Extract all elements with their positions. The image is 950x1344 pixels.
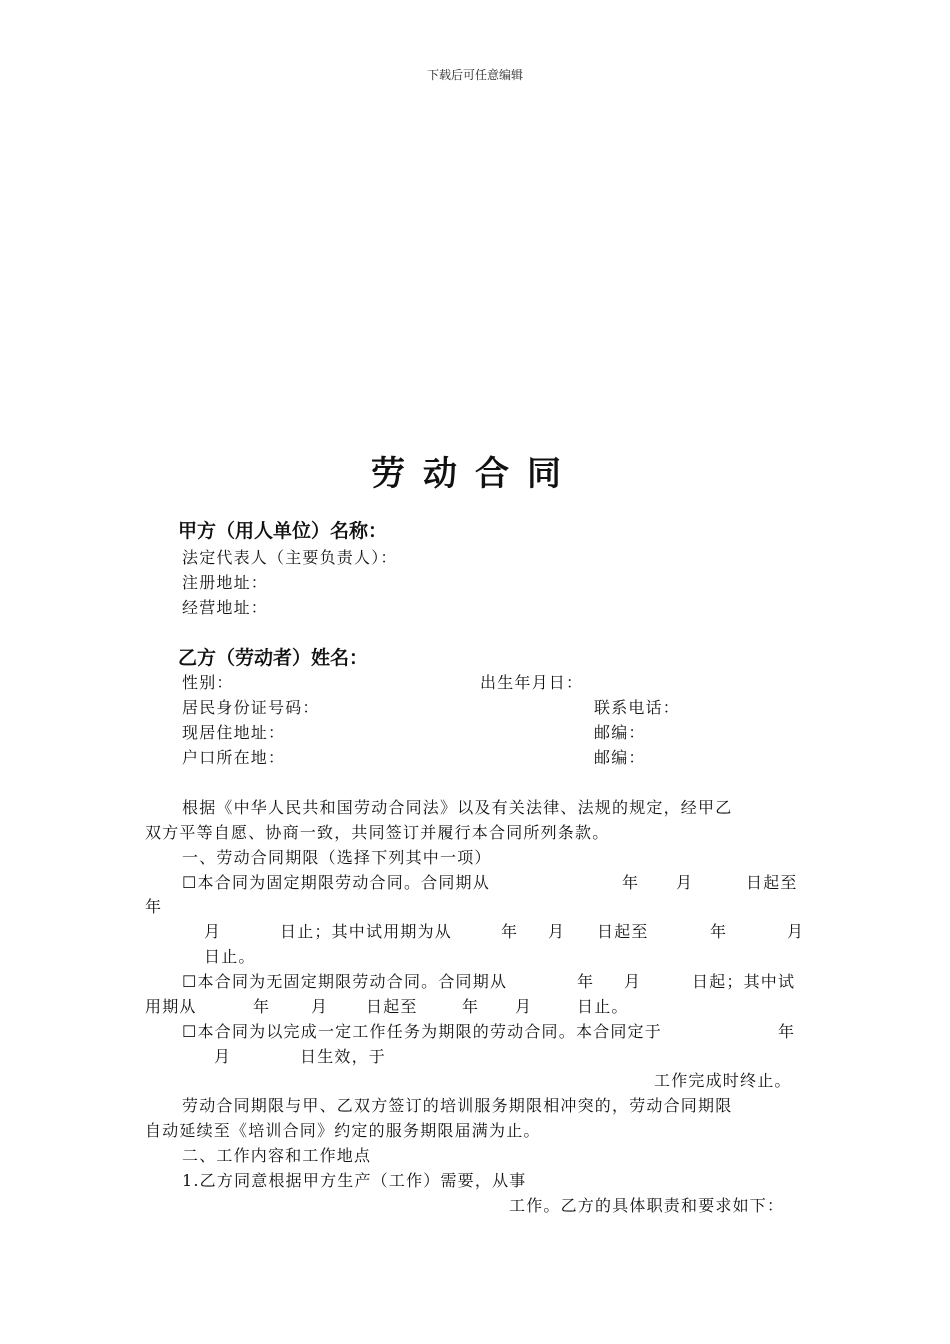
party-a-name-label: 甲方（用人单位）名称： xyxy=(178,520,388,542)
conflict-line-2: 自动延续至《培训合同》约定的服务期限届满为止。 xyxy=(145,1121,541,1140)
party-b-postcode-2: 邮编： xyxy=(594,748,646,767)
party-a-representative: 法定代表人（主要负责人）： xyxy=(182,548,398,567)
option-3-l2-day: 日生效，于 xyxy=(300,1047,387,1066)
page-header: 下载后可任意编辑 xyxy=(426,68,523,82)
party-b-birth-date: 出生年月日： xyxy=(480,673,584,692)
option-1-l2-day: 日止；其中试用期为从 xyxy=(280,922,453,941)
option-2-text: ☐本合同为无固定期限劳动合同。合同期从 xyxy=(182,972,508,991)
party-b-gender: 性别： xyxy=(182,673,234,692)
option-2-l2-text: 用期从 xyxy=(145,997,197,1016)
option-1-month: 月 xyxy=(676,873,694,892)
option-1-l2-month-2: 月 xyxy=(548,922,566,941)
party-b-household: 户口所在地： xyxy=(182,748,286,767)
option-2-l2-end: 日止。 xyxy=(577,997,629,1016)
option-3-text: ☐本合同为以完成一定工作任务为期限的劳动合同。本合同定于 xyxy=(182,1022,662,1041)
conflict-line-1: 劳动合同期限与甲、乙双方签订的培训服务期限相冲突的，劳动合同期限 xyxy=(182,1096,733,1115)
party-b-current-address: 现居住地址： xyxy=(182,723,286,742)
option-1-text: ☐本合同为固定期限劳动合同。合同期从 xyxy=(182,873,490,892)
option-1-l2-year-2: 年 xyxy=(710,922,728,941)
option-3-l3: 工作完成时终止。 xyxy=(654,1071,792,1090)
option-2-l2-year-2: 年 xyxy=(462,997,480,1016)
option-2-month: 月 xyxy=(624,972,642,991)
option-2-l2-month-2: 月 xyxy=(515,997,533,1016)
option-2-day: 日起；其中试 xyxy=(692,972,796,991)
option-1-l2-day-2: 日起至 xyxy=(597,922,649,941)
option-2-l2-month: 月 xyxy=(311,997,329,1016)
party-a-business-address: 经营地址： xyxy=(182,598,269,617)
party-b-phone: 联系电话： xyxy=(594,698,681,717)
option-1-wrap-year: 年 xyxy=(145,897,163,916)
item-1-text: 1.乙方同意根据甲方生产（工作）需要，从事 xyxy=(182,1171,527,1190)
option-3-year: 年 xyxy=(778,1022,796,1041)
intro-line-1: 根据《中华人民共和国劳动合同法》以及有关法律、法规的规定，经甲乙 xyxy=(182,798,733,817)
option-2-l2-day: 日起至 xyxy=(366,997,418,1016)
intro-line-2: 双方平等自愿、协商一致，共同签订并履行本合同所列条款。 xyxy=(145,823,610,842)
party-b-id-number: 居民身份证号码： xyxy=(182,698,320,717)
option-1-l2-month-3: 月 xyxy=(787,922,805,941)
option-1-year: 年 xyxy=(622,873,640,892)
party-b-postcode-1: 邮编： xyxy=(594,723,646,742)
section-1-heading: 一、劳动合同期限（选择下列其中一项） xyxy=(182,848,492,867)
option-1-day: 日起至 xyxy=(746,873,798,892)
option-1-l3: 日止。 xyxy=(204,947,256,966)
page-title: 劳动合同 xyxy=(371,454,579,494)
party-b-name-label: 乙方（劳动者）姓名： xyxy=(178,647,369,669)
option-1-l2-month: 月 xyxy=(204,922,222,941)
item-1-end: 工作。乙方的具体职责和要求如下： xyxy=(509,1196,785,1215)
option-2-l2-year: 年 xyxy=(253,997,271,1016)
party-a-registered-address: 注册地址： xyxy=(182,573,269,592)
option-1-l2-year: 年 xyxy=(501,922,519,941)
option-3-l2-month: 月 xyxy=(214,1047,232,1066)
section-2-heading: 二、工作内容和工作地点 xyxy=(182,1146,372,1165)
option-2-year: 年 xyxy=(577,972,595,991)
